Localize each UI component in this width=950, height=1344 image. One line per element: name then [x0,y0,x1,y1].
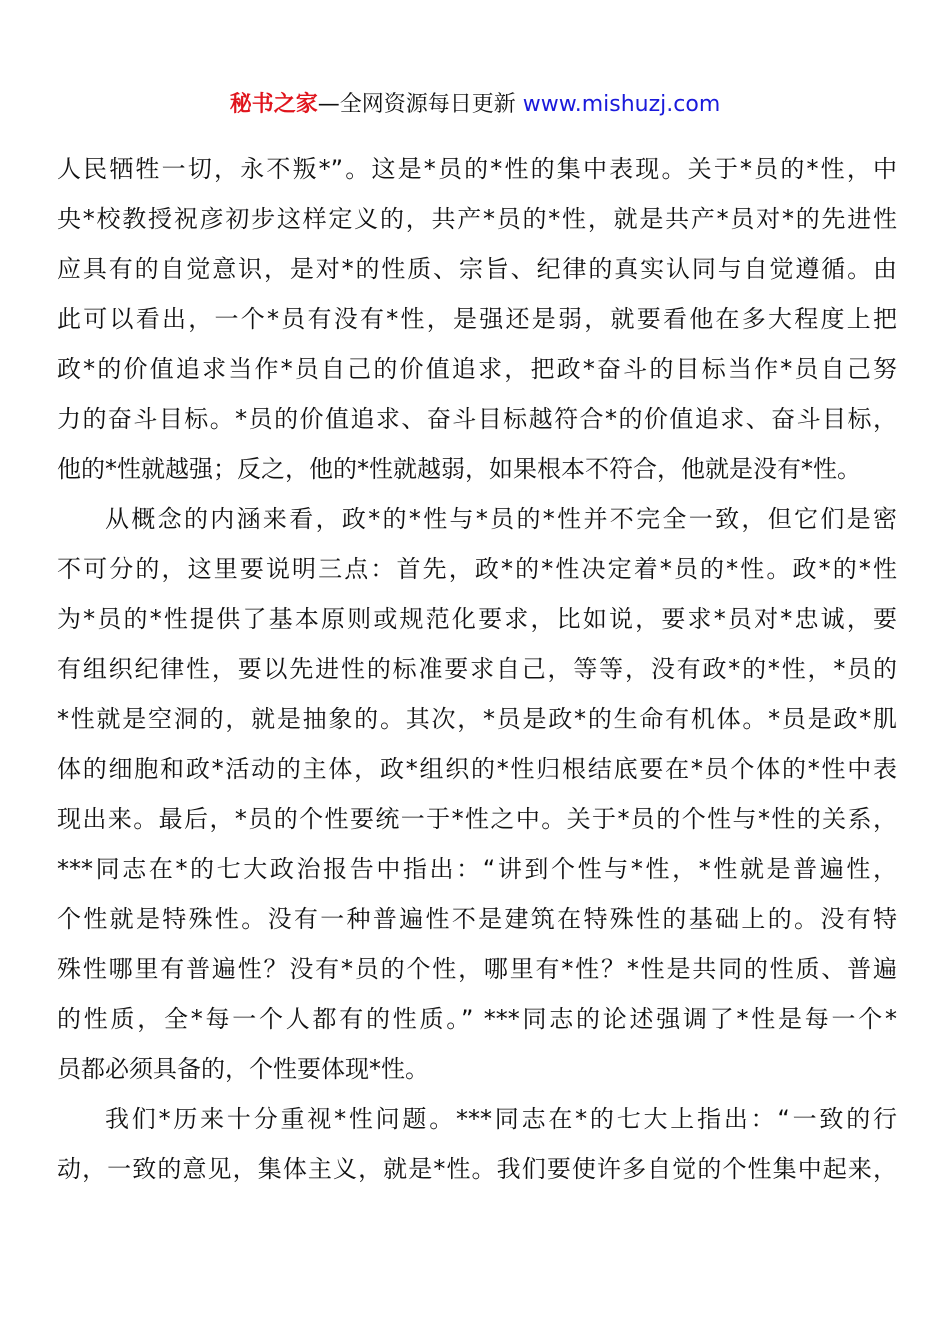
text-line: 现出来。最后，*员的个性要统一于*性之中。关于*员的个性与*性的关系， [57,805,897,833]
text-line: 体的细胞和政*活动的主体，政*组织的*性归根结底要在*员个体的*性中表 [57,755,897,783]
text-line: 为*员的*性提供了基本原则或规范化要求，比如说，要求*员对*忠诚，要 [57,605,897,633]
text-line: 有组织纪律性，要以先进性的标准要求自己，等等，没有政*的*性，*员的 [57,655,897,683]
brand-name: 秘书之家 [229,92,318,117]
text-line: 员都必须具备的，个性要体现*性。 [57,1055,429,1083]
text-line: 政*的价值追求当作*员自己的价值追求，把政*奋斗的目标当作*员自己努 [57,355,897,383]
header-tagline: —全网资源每日更新 [317,92,523,117]
text-line: *性就是空洞的，就是抽象的。其次，*员是政*的生命有机体。*员是政*肌 [57,705,897,733]
text-line: 的性质，全*每一个人都有的性质。” ***同志的论述强调了*性是每一个* [57,1005,897,1033]
text-line: 人民牺牲一切，永不叛*”。这是*员的*性的集中表现。关于*员的*性，中 [57,155,897,183]
text-line: ***同志在*的七大政治报告中指出：“讲到个性与*性，*性就是普遍性， [57,855,897,883]
text-line: 此可以看出，一个*员有没有*性，是强还是弱，就要看他在多大程度上把 [57,305,897,333]
page-header [0,88,950,122]
text-line: 不可分的，这里要说明三点：首先，政*的*性决定着*员的*性。政*的*性 [57,555,897,583]
text-line: 个性就是特殊性。没有一种普遍性不是建筑在特殊性的基础上的。没有特 [57,905,897,933]
document-body [57,144,897,1194]
text-line: 央*校教授祝彦初步这样定义的，共产*员的*性，就是共产*员对*的先进性 [57,205,897,233]
text-line: 力的奋斗目标。*员的价值追求、奋斗目标越符合*的价值追求、奋斗目标， [57,405,897,433]
text-line: 动，一致的意见，集体主义，就是*性。我们要使许多自觉的个性集中起来， [57,1155,897,1183]
text-line: 他的*性就越强；反之，他的*性就越弱，如果根本不符合，他就是没有*性。 [57,455,861,483]
paragraph-start-line: 我们*历来十分重视*性问题。***同志在*的七大上指出：“一致的行 [105,1105,897,1133]
text-line: 殊性哪里有普遍性？没有*员的个性，哪里有*性？*性是共同的性质、普遍 [57,955,897,983]
site-link[interactable]: www.mishuzj.com [522,92,721,117]
text-line: 应具有的自觉意识，是对*的性质、宗旨、纪律的真实认同与自觉遵循。由 [57,255,897,283]
paragraph-start-line: 从概念的内涵来看，政*的*性与*员的*性并不完全一致，但它们是密 [105,505,897,533]
